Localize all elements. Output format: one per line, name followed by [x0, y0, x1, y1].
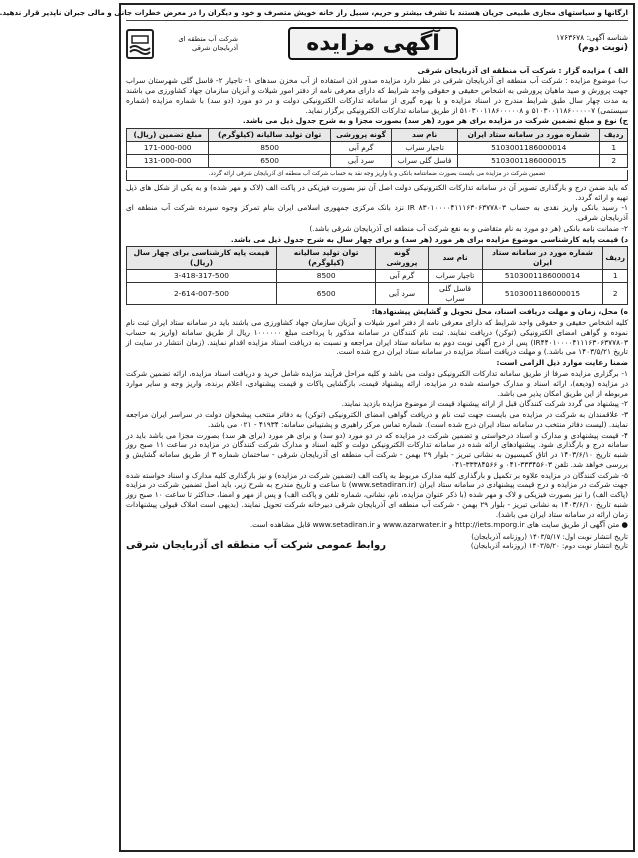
ad-page — [0, 3, 635, 852]
ad-id-label: شناسه آگهی: ۱۷۶۳۶۷۸ — [556, 32, 628, 42]
para-a: الف ) مزایده گزار : شرکت آب منطقه ای آذربایجان شرقی — [417, 65, 628, 75]
para-b: ب) موضوع مزایده : شرکت آب منطقه ای آذربایجان شرقی در نظر دارد مزایده صدور اذن استفاده از آب مخزن سدهای ۱- تاجیار ۲- قاسل گلی شهرستان سراب جهت پرورش و صید ماهیان پرورشی به اشخاص حقیقی و حقوقی واجد شرایط که دارای معرفی نامه از دفتر امور شیلات و آبزیان سازمان جهاد کشاورزی می باشند به مدت چهار سال طبق شرایط مندرج در اسناد مزایده و با بهره گیری از سامانه تدارکات الکترونیکی دولت و در دو مورد (دو سد) با شماره مزایده (شماره سیستمی) ۵۱۰۳۰۰۱۱۸۶۰۰۰۰۰۷ و ۵۱۰۳۰۰۱۱۸۶۰۰۰۰۰۸ از طریق سامانه تدارکات الکترونیکی برگزار نماید. — [126, 76, 628, 115]
guarantee-table — [126, 128, 628, 168]
table-cell: تاجیار سراب — [428, 269, 482, 282]
table-cell: 2-614-007-500 — [127, 282, 277, 305]
table-cell: گرم آبی — [376, 269, 428, 282]
table-cell: سرد آبی — [330, 155, 391, 168]
table-cell: تاجیار سراب — [392, 142, 458, 155]
table-header: قیمت پایه کارشناسی برای چهار سال (ریال) — [127, 247, 277, 270]
table-header: شماره مورد در سامانه ستاد ایران — [457, 129, 599, 142]
table-cell: 5103001186000014 — [482, 269, 603, 282]
ad-title: آگهی مزایده — [288, 27, 458, 60]
table-cell: قاسل گلی سراب — [428, 282, 482, 305]
table-cell: 131-000-000 — [127, 155, 209, 168]
table-cell: 2 — [600, 155, 628, 168]
para-h8: ● متن آگهی از طریق سایت های http://iets.mporg.ir و www.azarwater.ir و www.setadiran.ir قابل مشاهده است. — [249, 520, 628, 530]
table-cell: 1 — [600, 142, 628, 155]
table-header: گونه پرورشی — [330, 129, 391, 142]
top-warning-line: ارگانها و سیاستهای مجازی طبیعی جریان هستند با تشرف بیشتر و حریم، سبیل راز خانه خویش متصرف و خود و دیگران را در معرض خطرات جانی و مالی جبران ناپذیر قرار ندهید. — [126, 8, 628, 21]
table-cell: سرد آبی — [376, 282, 428, 305]
para-h2: ضمنا رعایت موارد ذیل الزامی است: — [496, 358, 628, 368]
para-h3: ۱- برگزاری مزایده صرفا از طریق سامانه تدارکات الکترونیکی دولت می باشد و کلیه مراحل فرآیند مزایده شامل خرید و دریافت اسناد مزایده، ارائه تضمین شرکت در مزایده (ودیعه)، ارائه اسناد و مدارک خواسته شده در مزایده، ارائه پیشنهاد قیمت، بازگشایی پاکات و قیمت پیشنهادی، اعلام برنده، واریز وجه و سایر موارد مربوطه از این طریق امکان پذیر می باشد. — [126, 368, 628, 398]
table-header: شماره مورد در سامانه ستاد ایران — [482, 247, 603, 270]
table-cell: 6500 — [209, 155, 330, 168]
round-label: (نوبت دوم) — [577, 42, 628, 53]
water-logo-icon — [126, 29, 154, 59]
table-cell: 8500 — [209, 142, 330, 155]
para-c: ج) نوع و مبلغ تضمین شرکت در مزایده برای هر مورد (هر سد) بصورت مجزا و به شرح جدول ذیل می باشد. — [242, 116, 628, 126]
table-cell: گرم آبی — [330, 142, 391, 155]
table-cell: 8500 — [277, 269, 376, 282]
table-cell: 171-000-000 — [127, 142, 209, 155]
table-header: ردیف — [600, 129, 628, 142]
table-row — [127, 142, 628, 155]
publish-date-second: تاریخ انتشار نوبت دوم: ۱۴۰۳/۵/۲۰ (روزنامه آذربایجان) — [470, 542, 628, 551]
ad-header — [126, 23, 628, 65]
table-cell: 5103001186000014 — [457, 142, 599, 155]
base-price-table — [126, 246, 628, 305]
table-header: نام سد — [428, 247, 482, 270]
signature: روابط عمومی شرکت آب منطقه ای آذربایجان شرقی — [126, 539, 386, 551]
publish-date-first: تاریخ انتشار نوبت اول: ۱۴۰۳/۵/۱۷ (روزنامه آذربایجان) — [471, 533, 628, 542]
ad-id-block — [508, 33, 628, 55]
para-d: که باید ضمن درج و بارگذاری تصویر آن در سامانه تدارکات الکترونیکی دولت اصل آن نیز بصورت فیزیکی در پاکت الف (لاک و مهر شده) و به یکی از شکل های ذیل تهیه و ارائه گردد. — [126, 182, 628, 202]
table-header: ردیف — [603, 247, 628, 270]
table-cell: قاسل گلی سراب — [392, 155, 458, 168]
table-row — [127, 282, 628, 305]
table-cell: 2 — [603, 282, 628, 305]
table-header: گونه پرورشی — [376, 247, 428, 270]
para-h7: ۵- شرکت کنندگان در مزایده علاوه بر تکمیل و بارگذاری کلیه مدارک مربوط به پاکت الف (تضمین شرکت در مزایده) و نیز بارگذاری کلیه مدارک و اسناد خواسته شده جهت شرکت در مزایده و درج قیمت پیشنهادی در سامانه ستاد ایران (www.setadiran.ir) تا ساعت و تاریخ مندرج به شرح زیر، باید اصل تضمین شرکت در مزایده (پاکت الف) را نیز بصورت فیزیکی و لاک و مهر شده (با ذکر عنوان مزایده، نام، نشانی، شماره تلفن و پاکت الف) و پس از مهر و امضا، حداکثر تا ساعت ۱۰ صبح روز شنبه تاریخ ۱۴۰۳/۶/۱۰ به نشانی تبریز - بلوار ۲۹ بهمن - شرکت آب منطقه ای آذربایجان شرقی دبیرخانه شرکت تحویل نمایند. (بدیهی است املاک قبولی پیشنهادات زمان ارائه در سامانه ستاد ایران می باشد). — [126, 470, 628, 519]
table-header: توان تولید سالیانه (کیلوگرم) — [277, 247, 376, 270]
table-header: مبلغ تضمین (ریال) — [127, 129, 209, 142]
para-h: ه) محل، زمان و مهلت دریافت اسناد، محل تحویل و گشایش پیشنهادها: — [371, 307, 628, 317]
table-row — [127, 269, 628, 282]
table-header-row — [127, 247, 628, 270]
para-h1: کلیه اشخاص حقیقی و حقوقی واجد شرایط که دارای معرفی نامه از دفتر امور شیلات و آبزیان سازمان جهاد کشاورزی می باشند باید در سامانه ستاد ایران ثبت نام نموده و گواهی امضای الکترونیکی (توکن) دریافت نمایند. ثبت نام کنندگان در سامانه مذکور با پرداخت مبلغ ۱۰۰۰۰۰۰ ریال از طریق سامانه (واریز به حساب IR۴۴۰۱۰۰۰۰۴۱۱۱۶۳۰۶۳۷۷۸۰۳) پس از درج آگهی نوبت دوم به سامانه ستاد ایران مراجعه و نسبت به دریافت اسناد مزایده اقدام نمایند. (زمان انتشار در سایت از تاریخ ۱۴۰۳/۵/۲۱ می باشد.) و مهلت دریافت اسناد مزایده در سامانه ستاد ایران درج شده است. — [126, 318, 628, 357]
table-header: نام سد — [392, 129, 458, 142]
company-logo — [126, 29, 238, 59]
table-cell: 5103001186000015 — [482, 282, 603, 305]
para-h5: ۳- علاقمندان به شرکت در مزایده می بایست جهت ثبت نام و دریافت گواهی امضای الکترونیکی (توکن) به دفاتر منتخب پیشخوان دولت در سراسر ایران مراجعه نمایند. (لیست دفاتر منتخب در سامانه ستاد ایران درج شده است). شماره تماس مرکز راهبری و پشتیبانی سامانه: ۴۱۹۳۴ - ۰۲۱ می باشد. — [126, 410, 628, 429]
para-d1: ۱- رسید بانکی واریز نقدی به حساب IR ۸۳۰۱۰۰۰۰۴۱۱۱۶۳۰۶۳۷۷۸۰۳ نزد بانک مرکزی جمهوری اسلامی ایران بنام تمرکز وجوه سپرده شرکت آب منطقه ای آذربایجان شرقی. — [126, 203, 628, 223]
table-header: توان تولید سالیانه (کیلوگرم) — [209, 129, 330, 142]
para-d2: ۲- ضمانت نامه بانکی (هر دو مورد به نام متقاضی و به نفع شرکت آب منطقه ای آذربایجان شرقی باشد.) — [309, 223, 628, 233]
para-h4: ۲- پیشنهاد می گردد شرکت کنندگان قبل از ارائه پیشنهاد قیمت از موضوع مزایده بازدید نمایند. — [341, 399, 628, 409]
table-row — [127, 155, 628, 168]
para-h6: ۴- قیمت پیشنهادی و مدارک و اسناد درخواستی و تضمین شرکت در مزایده که در دو مورد (دو سد) و برای هر مورد (برای هر سد) بصورت مجزا می باشد باید در سامانه درج و بارگذاری شود. پیشنهادهای ارائه شده در سامانه تدارکات الکترونیکی دولت و کلیه اسناد و مدارک شرکت کنندگان در مزایده در ساعت ۱۱ صبح روز شنبه تاریخ ۱۴۰۳/۶/۱۰ در اتاق کمیسیون به نشانی تبریز - بلوار ۲۹ بهمن - شرکت آب منطقه ای آذربایجان شرقی - ساختمان شماره ۳ از طریق سامانه گشایش و بررسی خواهد شد. تلفن ۳۳۳۴۵۶۰۳-۰۴۱ و ۳۳۳۸۴۵۶۶-۰۴۱ — [126, 430, 628, 469]
ad-footer — [126, 533, 628, 551]
table-cell: 6500 — [277, 282, 376, 305]
title-box — [238, 27, 508, 60]
publish-dates — [471, 533, 628, 551]
logo-text: شرکت آب منطقه ای آذربایجان شرقی — [178, 34, 238, 52]
table-header-row — [127, 129, 628, 142]
table-cell: 3-418-317-500 — [127, 269, 277, 282]
para-e: د) قیمت پایه کارشناسی موضوع مزایده برای هر مورد (هر سد) و برای چهار سال به شرح جدول ذیل می باشد. — [230, 234, 628, 244]
table-cell: 5103001186000015 — [457, 155, 599, 168]
table-cell: 1 — [603, 269, 628, 282]
table-note: تضمین شرکت در مزایده می بایست بصورت ضمانتنامه بانکی و یا واریز وجه نقد به حساب شرکت آب منطقه ای آذربایجان شرقی ارائه گردد. — [126, 170, 628, 181]
